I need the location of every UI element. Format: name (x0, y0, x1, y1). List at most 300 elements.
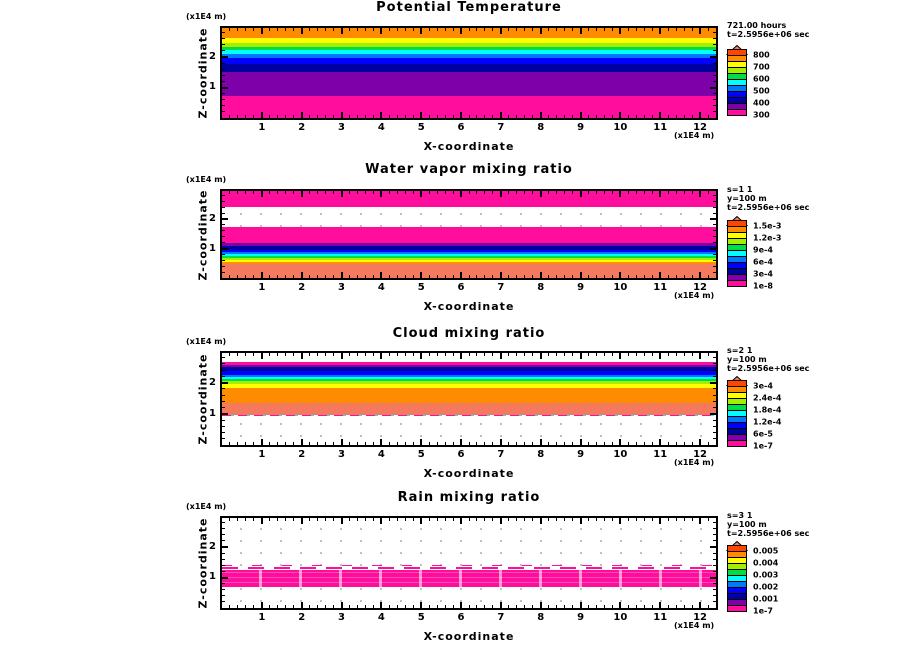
tick-mark (699, 353, 701, 359)
tick-mark (405, 605, 406, 608)
tick-mark (460, 28, 462, 34)
contour-band (222, 379, 716, 381)
tick-mark (524, 28, 525, 31)
tick-mark (556, 275, 557, 278)
tick-mark (453, 275, 454, 278)
tick-mark (253, 191, 254, 194)
tick-mark (222, 571, 225, 572)
tick-mark (460, 191, 462, 197)
tick-mark (710, 248, 716, 250)
tick-mark (713, 407, 716, 408)
tick-mark (644, 115, 645, 118)
colorbar-label: 400 (753, 98, 770, 108)
z-tick-label: 2 (209, 540, 216, 552)
tick-mark (492, 115, 493, 118)
tick-mark (564, 275, 565, 278)
tick-mark (692, 275, 693, 278)
tick-mark (713, 528, 716, 529)
tick-mark (540, 353, 542, 359)
tick-mark (285, 442, 286, 445)
tick-mark (580, 439, 582, 445)
tick-mark (548, 442, 549, 445)
tick-mark (713, 363, 716, 364)
tick-mark (699, 518, 701, 524)
tick-mark (548, 28, 549, 31)
tick-mark (365, 275, 366, 278)
tick-mark (309, 442, 310, 445)
tick-mark (556, 442, 557, 445)
panel-title: Rain mixing ratio (397, 490, 541, 505)
tick-mark (325, 28, 326, 31)
tick-mark (684, 353, 685, 356)
tick-mark (713, 81, 716, 82)
tick-mark (676, 115, 677, 118)
x-tick-label: 9 (577, 612, 585, 623)
tick-mark (420, 602, 422, 608)
tick-mark (261, 602, 263, 608)
tick-mark (668, 191, 669, 194)
x-tick-label: 5 (417, 612, 425, 623)
plot-area (220, 26, 718, 120)
tick-mark (222, 224, 225, 225)
tick-mark (713, 370, 716, 371)
x-unit-label: (x1E4 m) (674, 291, 715, 300)
tick-mark (548, 191, 549, 194)
tick-mark (540, 602, 542, 608)
tick-mark (652, 191, 653, 194)
tick-mark (222, 540, 225, 541)
tick-mark (636, 191, 637, 194)
tick-mark (713, 571, 716, 572)
tick-mark (317, 605, 318, 608)
colorbar-label: 800 (753, 50, 770, 60)
tick-mark (484, 442, 485, 445)
tick-mark (261, 272, 263, 278)
tick-mark (713, 195, 716, 196)
tick-mark (619, 112, 621, 118)
tick-mark (713, 553, 716, 554)
tick-mark (420, 28, 422, 34)
x-tick-label: 7 (497, 449, 505, 460)
tick-mark (476, 28, 477, 31)
contour-band (222, 43, 716, 47)
tick-mark (333, 442, 334, 445)
tick-mark (516, 28, 517, 31)
tick-mark (713, 201, 716, 202)
tick-mark (341, 28, 343, 34)
tick-mark (516, 275, 517, 278)
x-tick-label: 2 (298, 122, 306, 133)
tick-mark (710, 413, 716, 415)
tick-mark (564, 605, 565, 608)
tick-mark (713, 242, 716, 243)
panel-title: Potential Temperature (376, 0, 562, 15)
tick-mark (222, 426, 225, 427)
tick-mark (222, 213, 225, 214)
tick-mark (269, 275, 270, 278)
tick-mark (604, 115, 605, 118)
tick-mark (713, 589, 716, 590)
x-axis-label: X-coordinate (423, 630, 515, 643)
tick-mark (548, 275, 549, 278)
x-tick-label: 10 (613, 282, 628, 293)
tick-mark (445, 275, 446, 278)
tick-mark (516, 605, 517, 608)
tick-mark (325, 191, 326, 194)
tick-mark (437, 115, 438, 118)
tick-mark (341, 439, 343, 445)
tick-mark (285, 353, 286, 356)
tick-mark (556, 191, 557, 194)
tick-mark (397, 442, 398, 445)
tick-mark (420, 191, 422, 197)
tick-mark (492, 353, 493, 356)
tick-mark (380, 28, 382, 34)
contour-band (222, 64, 716, 72)
colorbar-label: 0.001 (753, 594, 779, 604)
tick-mark (713, 236, 716, 237)
tick-mark (277, 605, 278, 608)
tick-mark (580, 272, 582, 278)
tick-mark (508, 605, 509, 608)
tick-mark (453, 115, 454, 118)
tick-mark (222, 565, 225, 566)
tick-mark (222, 589, 225, 590)
colorbar-annotation: y=100 m (727, 194, 767, 203)
tick-mark (349, 191, 350, 194)
x-tick-label: 4 (377, 449, 385, 460)
tick-mark (476, 115, 477, 118)
tick-mark (317, 442, 318, 445)
tick-mark (659, 191, 661, 197)
tick-mark (659, 112, 661, 118)
tick-mark (309, 115, 310, 118)
z-tick-label: 1 (209, 81, 216, 93)
tick-mark (237, 605, 238, 608)
x-unit-label: (x1E4 m) (674, 131, 715, 140)
tick-mark (222, 218, 228, 220)
tick-mark (659, 439, 661, 445)
tick-mark (580, 28, 582, 34)
tick-mark (572, 115, 573, 118)
tick-mark (365, 191, 366, 194)
tick-mark (333, 191, 334, 194)
tick-mark (317, 518, 318, 521)
tick-mark (619, 272, 621, 278)
tick-mark (380, 518, 382, 524)
tick-mark (612, 275, 613, 278)
tick-mark (222, 420, 225, 421)
tick-mark (222, 32, 225, 33)
colorbar-label: 2.4e-4 (753, 393, 782, 403)
tick-mark (365, 605, 366, 608)
tick-mark (222, 99, 225, 100)
tick-mark (619, 439, 621, 445)
tick-mark (628, 275, 629, 278)
x-tick-label: 12 (693, 122, 708, 133)
tick-mark (500, 191, 502, 197)
tick-mark (222, 63, 225, 64)
x-tick-label: 1 (258, 612, 266, 623)
tick-mark (684, 115, 685, 118)
tick-mark (222, 75, 225, 76)
colorbar-label: 1.8e-4 (753, 405, 782, 415)
tick-mark (285, 518, 286, 521)
tick-mark (222, 357, 225, 358)
tick-mark (222, 242, 225, 243)
tick-mark (261, 353, 263, 359)
tick-mark (708, 191, 709, 194)
tick-mark (413, 115, 414, 118)
tick-mark (365, 353, 366, 356)
x-tick-label: 1 (258, 282, 266, 293)
colorbar-label: 6e-4 (753, 257, 773, 267)
tick-mark (636, 28, 637, 31)
tick-mark (285, 191, 286, 194)
contour-band (222, 227, 716, 243)
tick-mark (469, 442, 470, 445)
tick-mark (237, 28, 238, 31)
tick-mark (301, 439, 303, 445)
tick-mark (349, 115, 350, 118)
tick-mark (684, 518, 685, 521)
tick-mark (476, 518, 477, 521)
colorbar-label: 600 (753, 74, 770, 84)
x-tick-label: 12 (693, 449, 708, 460)
x-tick-label: 12 (693, 612, 708, 623)
x-tick-label: 10 (613, 449, 628, 460)
tick-mark (413, 442, 414, 445)
x-tick-label: 5 (417, 449, 425, 460)
x-tick-label: 7 (497, 612, 505, 623)
x-tick-label: 4 (377, 612, 385, 623)
tick-mark (596, 353, 597, 356)
tick-mark (293, 115, 294, 118)
tick-mark (469, 518, 470, 521)
tick-mark (548, 605, 549, 608)
tick-mark (341, 353, 343, 359)
tick-mark (269, 442, 270, 445)
tick-mark (692, 605, 693, 608)
tick-mark (524, 191, 525, 194)
x-axis-label: X-coordinate (423, 467, 515, 480)
tick-mark (222, 248, 228, 250)
colorbar-segment (727, 109, 747, 116)
tick-mark (588, 191, 589, 194)
tick-mark (492, 28, 493, 31)
tick-mark (628, 191, 629, 194)
tick-mark (484, 191, 485, 194)
tick-mark (604, 191, 605, 194)
tick-mark (357, 115, 358, 118)
colorbar-label: 0.004 (753, 558, 779, 568)
tick-mark (325, 353, 326, 356)
tick-mark (508, 275, 509, 278)
x-tick-label: 4 (377, 282, 385, 293)
tick-mark (253, 605, 254, 608)
tick-mark (524, 353, 525, 356)
z-axis-label: Z-coordinate (196, 517, 210, 609)
tick-mark (713, 540, 716, 541)
tick-mark (349, 518, 350, 521)
tick-mark (245, 442, 246, 445)
tick-mark (713, 230, 716, 231)
tick-mark (516, 115, 517, 118)
tick-mark (469, 275, 470, 278)
tick-mark (317, 115, 318, 118)
tick-mark (636, 115, 637, 118)
tick-mark (222, 69, 225, 70)
x-unit-label: (x1E4 m) (674, 621, 715, 630)
tick-mark (532, 191, 533, 194)
tick-mark (612, 353, 613, 356)
tick-mark (222, 111, 225, 112)
tick-mark (222, 272, 225, 273)
tick-mark (676, 605, 677, 608)
tick-mark (492, 275, 493, 278)
tick-mark (652, 115, 653, 118)
x-tick-label: 5 (417, 282, 425, 293)
tick-mark (325, 275, 326, 278)
tick-mark (397, 191, 398, 194)
tick-mark (293, 353, 294, 356)
tick-mark (476, 353, 477, 356)
tick-mark (222, 601, 225, 602)
tick-mark (222, 236, 225, 237)
tick-mark (222, 522, 225, 523)
tick-mark (357, 518, 358, 521)
tick-mark (445, 518, 446, 521)
tick-mark (429, 353, 430, 356)
tick-mark (429, 442, 430, 445)
tick-mark (237, 191, 238, 194)
tick-mark (612, 442, 613, 445)
z-tick-label: 1 (209, 242, 216, 254)
tick-mark (245, 28, 246, 31)
tick-mark (285, 605, 286, 608)
tick-mark (692, 518, 693, 521)
tick-mark (253, 275, 254, 278)
tick-mark (516, 442, 517, 445)
tick-mark (222, 595, 225, 596)
x-tick-label: 3 (338, 449, 345, 460)
tick-mark (397, 605, 398, 608)
tick-mark (429, 191, 430, 194)
x-tick-label: 6 (457, 449, 465, 460)
tick-mark (492, 605, 493, 608)
colorbar-annotation: t=2.5956e+06 sec (727, 364, 810, 373)
z-unit-label: (x1E4 m) (186, 337, 227, 346)
tick-mark (229, 442, 230, 445)
tick-mark (253, 28, 254, 31)
tick-mark (453, 518, 454, 521)
tick-mark (380, 353, 382, 359)
tick-mark (619, 191, 621, 197)
tick-mark (699, 28, 701, 34)
tick-mark (285, 115, 286, 118)
tick-mark (668, 605, 669, 608)
tick-mark (237, 442, 238, 445)
contour-band (222, 375, 716, 377)
tick-mark (548, 353, 549, 356)
tick-mark (532, 28, 533, 31)
tick-mark (229, 28, 230, 31)
tick-mark (628, 518, 629, 521)
tick-mark (309, 605, 310, 608)
tick-mark (373, 275, 374, 278)
z-unit-label: (x1E4 m) (186, 502, 227, 511)
tick-mark (373, 28, 374, 31)
tick-mark (253, 442, 254, 445)
tick-mark (644, 353, 645, 356)
x-tick-label: 8 (537, 449, 545, 460)
tick-mark (237, 353, 238, 356)
contour-band (222, 250, 716, 252)
tick-mark (222, 438, 225, 439)
tick-mark (222, 401, 225, 402)
tick-mark (556, 115, 557, 118)
tick-mark (269, 28, 270, 31)
tick-mark (222, 201, 225, 202)
tick-mark (460, 353, 462, 359)
tick-mark (373, 115, 374, 118)
tick-mark (413, 275, 414, 278)
contour-band (222, 252, 716, 254)
tick-mark (293, 191, 294, 194)
x-tick-label: 6 (457, 612, 465, 623)
contour-band (222, 246, 716, 250)
tick-mark (500, 28, 502, 34)
z-tick-label: 2 (209, 213, 216, 225)
tick-mark (397, 353, 398, 356)
tick-mark (676, 275, 677, 278)
x-tick-label: 3 (338, 282, 345, 293)
tick-mark (222, 254, 225, 255)
tick-mark (556, 605, 557, 608)
tick-mark (261, 439, 263, 445)
contour-band (222, 365, 716, 367)
tick-mark (596, 275, 597, 278)
x-tick-label: 10 (613, 612, 628, 623)
tick-mark (405, 518, 406, 521)
tick-mark (713, 601, 716, 602)
tick-mark (588, 518, 589, 521)
tick-mark (564, 191, 565, 194)
tick-mark (325, 442, 326, 445)
colorbar-label: 1e-7 (753, 606, 773, 616)
tick-mark (445, 353, 446, 356)
tick-mark (222, 207, 225, 208)
tick-mark (588, 353, 589, 356)
tick-mark (341, 191, 343, 197)
tick-mark (532, 115, 533, 118)
tick-mark (389, 191, 390, 194)
dot-grid (222, 518, 716, 608)
contour-band (222, 256, 716, 258)
tick-mark (619, 602, 621, 608)
tick-mark (556, 353, 557, 356)
tick-mark (676, 28, 677, 31)
tick-mark (540, 439, 542, 445)
tick-mark (713, 111, 716, 112)
tick-mark (437, 442, 438, 445)
z-axis-label: Z-coordinate (196, 353, 210, 445)
x-tick-label: 1 (258, 449, 266, 460)
tick-mark (261, 112, 263, 118)
contour-band (222, 72, 716, 96)
tick-mark (684, 28, 685, 31)
tick-mark (708, 115, 709, 118)
